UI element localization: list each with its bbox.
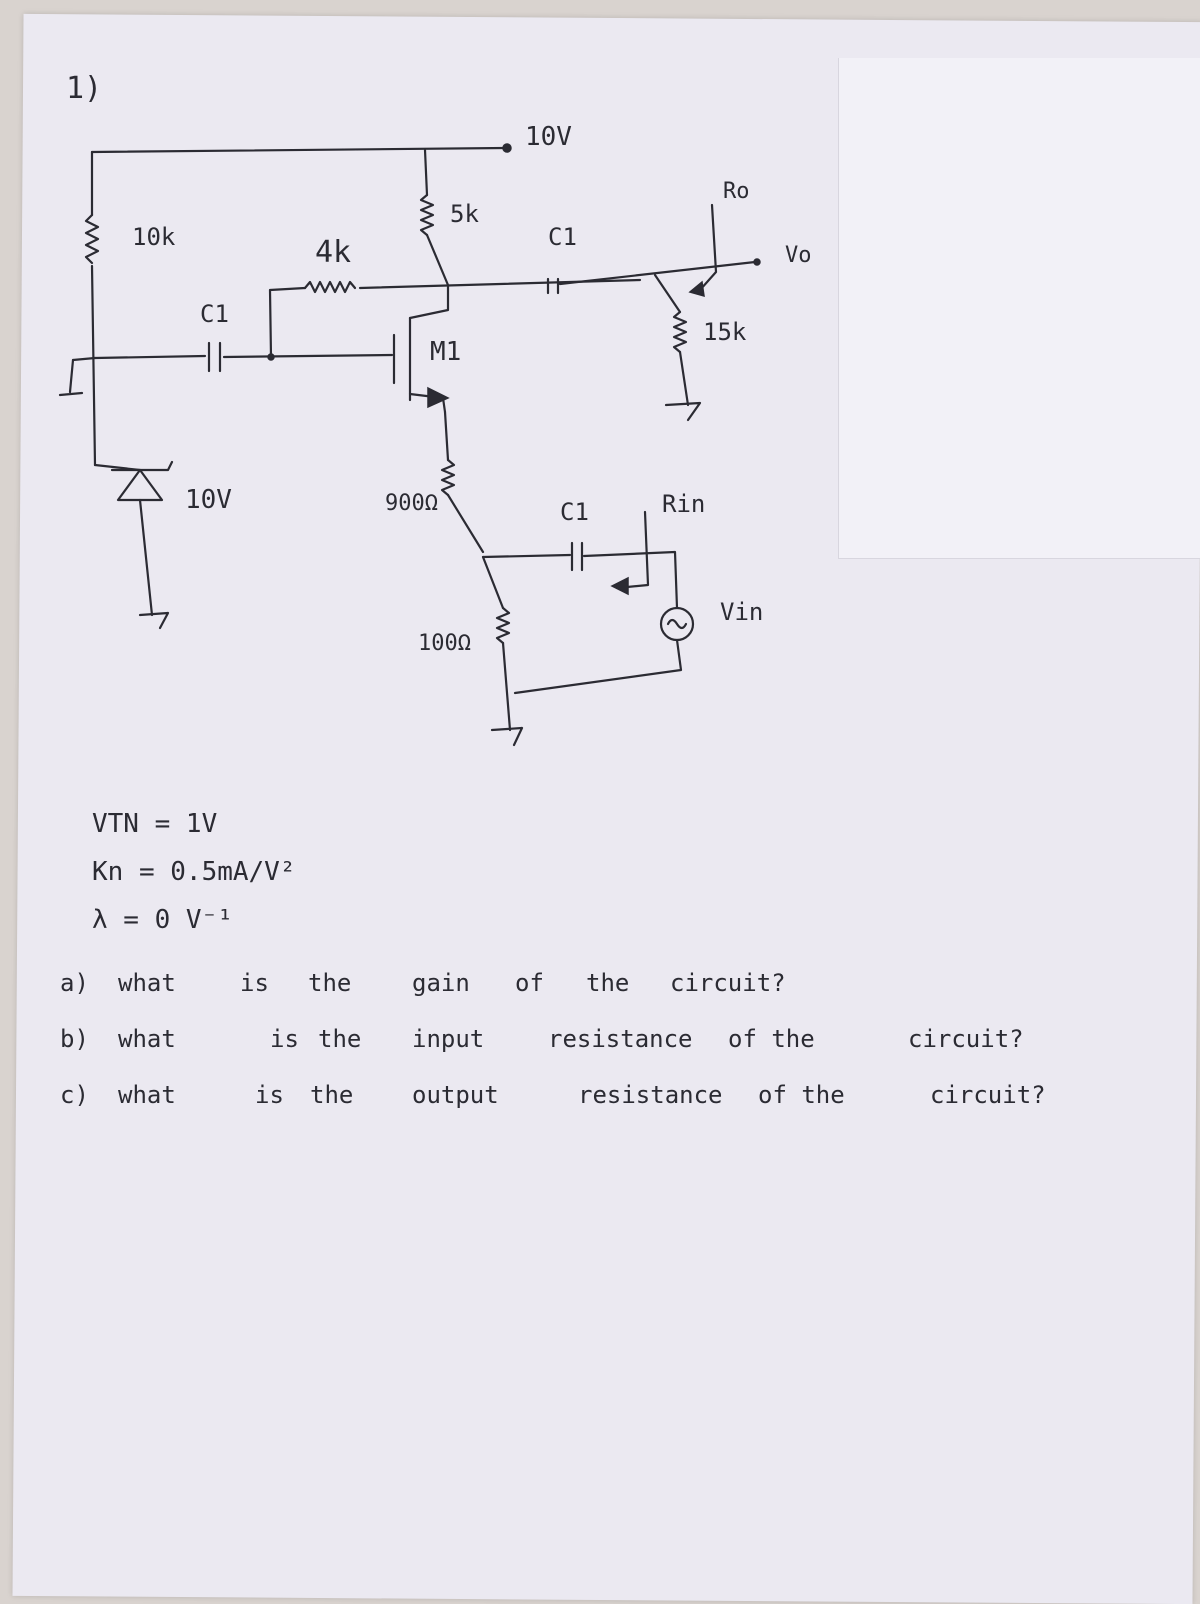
resistor-100 [497, 608, 509, 643]
source-wire-3 [483, 557, 503, 608]
output-node [754, 259, 760, 265]
vin-return-wire [515, 640, 681, 693]
load-ground-wire [680, 352, 688, 405]
input-wire-right [584, 552, 677, 608]
capacitor-c1-in-label: C1 [560, 498, 589, 526]
question-word: circuit? [670, 969, 786, 997]
question-word: of the [758, 1081, 845, 1109]
zener-diode [118, 470, 162, 500]
zener-ground-wire [140, 500, 152, 615]
resistor-15k [674, 312, 686, 352]
output-wire [560, 262, 755, 284]
question-word: the [586, 969, 630, 997]
drain-wire-top [425, 150, 427, 195]
rin-arrow [612, 578, 628, 594]
capacitor-c1-in [572, 543, 582, 570]
resistor-900 [442, 460, 454, 495]
question-word: is [270, 1025, 299, 1053]
ground-load-symbol [666, 403, 700, 420]
question-word: circuit? [908, 1025, 1024, 1053]
resistor-10k-label: 10k [132, 223, 176, 251]
resistor-100-label: 100Ω [418, 631, 471, 656]
problem-number: 1) [66, 71, 103, 106]
question-word: the [318, 1025, 362, 1053]
source-ground-wire [503, 643, 510, 730]
supply-rail [92, 148, 505, 152]
resistor-5k-label: 5k [450, 200, 479, 228]
source-wire [445, 412, 448, 460]
resistor-15k-label: 15k [703, 318, 747, 346]
question-word: the [308, 969, 352, 997]
input-wire-left [483, 555, 570, 557]
kn-param: Kn = 0.5mA/V² [92, 857, 296, 887]
ground-zener-symbol [140, 613, 168, 628]
gate-wire-right [224, 355, 392, 357]
resistor-10k [86, 215, 98, 263]
question-word: circuit? [930, 1081, 1046, 1109]
feedback-wire-right [360, 280, 640, 288]
resistor-5k [421, 195, 433, 235]
feedback-wire-left [270, 288, 305, 357]
vtn-param: VTN = 1V [92, 809, 218, 839]
capacitor-c1-out-label: C1 [548, 223, 577, 251]
left-wire [92, 266, 95, 465]
gate-wire-left [95, 356, 205, 358]
ground-left-wire [73, 358, 95, 360]
question-word: the [310, 1081, 354, 1109]
question-word: resistance [578, 1081, 723, 1109]
source-wire-2 [448, 495, 483, 552]
capacitor-c1-gate-label: C1 [200, 300, 229, 328]
supply-node [503, 144, 511, 152]
question-prefix: a) [60, 969, 89, 997]
question-word: of [515, 969, 544, 997]
ro-marker [700, 205, 716, 290]
question-word: gain [412, 969, 470, 997]
question-word: resistance [548, 1025, 693, 1053]
vin-label: Vin [720, 598, 764, 626]
ground-source-symbol [492, 728, 522, 745]
device-parameters [92, 800, 296, 944]
question-prefix: c) [60, 1081, 89, 1109]
lambda-param: λ = 0 V⁻¹ [92, 905, 233, 935]
vo-label: Vo [785, 243, 812, 268]
ro-arrow [690, 282, 704, 296]
question-word: what [118, 1081, 176, 1109]
drain-wire [410, 235, 448, 318]
load-wire [655, 275, 680, 312]
question-word: output [412, 1081, 499, 1109]
capacitor-c1-gate [209, 343, 220, 371]
capacitor-c1-out [548, 279, 558, 293]
question-word: of the [728, 1025, 815, 1053]
rin-marker [617, 512, 648, 588]
question-word: is [255, 1081, 284, 1109]
resistor-4k [305, 282, 355, 292]
question-prefix: b) [60, 1025, 89, 1053]
ac-icon [668, 620, 686, 628]
ground-left-symbol [60, 360, 82, 395]
zener-label: 10V [185, 485, 232, 515]
mosfet-arrow [428, 388, 448, 407]
question-word: what [118, 969, 176, 997]
question-word: is [240, 969, 269, 997]
rin-label: Rin [662, 490, 706, 518]
ro-label: Ro [723, 179, 750, 204]
question-word: what [118, 1025, 176, 1053]
resistor-4k-label: 4k [315, 235, 352, 270]
question-word: input [412, 1025, 485, 1053]
mosfet-label: M1 [430, 337, 462, 367]
supply-label: 10V [525, 122, 572, 152]
resistor-900-label: 900Ω [385, 491, 438, 516]
